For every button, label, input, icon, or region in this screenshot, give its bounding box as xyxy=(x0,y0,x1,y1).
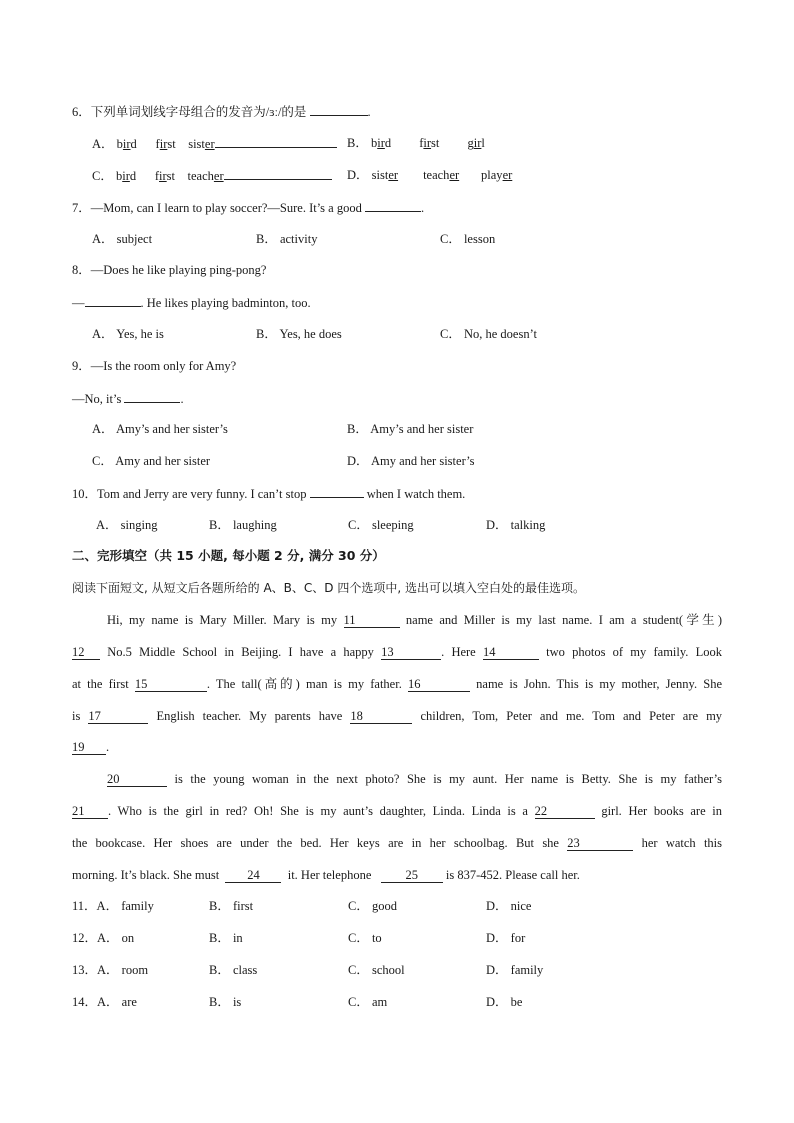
question-9-stem: 9．—Is the room only for Amy? xyxy=(72,359,237,373)
answer-14-option-c: C． am xyxy=(348,995,388,1009)
blank-19: 19 xyxy=(72,740,106,755)
passage-line: is 17 English teacher. My parents have 18 children, Tom, Peter and me. Tom and Peter are my xyxy=(72,709,723,723)
passage-line: 12 No.5 Middle School in Beijing. I have a happy 13 . Here 14 two photos of my family. Look xyxy=(72,645,723,659)
answer-row-13: 13．A． room xyxy=(72,963,149,977)
question-6-option-b: B． bird first girl xyxy=(347,136,485,150)
blank-11: 11 xyxy=(344,613,400,628)
answer-14-option-d: D． be xyxy=(486,995,523,1009)
blank-20: 20 xyxy=(107,772,167,787)
passage-line: the bookcase. Her shoes are under the bed. Her keys are in her schoolbag. But she 23 her watch this xyxy=(72,836,723,850)
question-9-line2: —No, it’s . xyxy=(72,392,184,406)
blank-25: 25 xyxy=(381,868,443,883)
question-7-option-c: C． lesson xyxy=(440,232,496,246)
passage-line: 21 . Who is the girl in red? Oh! She is my aunt’s daughter, Linda. Linda is a 22 girl. Her books are in xyxy=(72,804,723,818)
passage-line: at the first 15 . The tall(高的) man is my father. 16 name is John. This is my mother, Jenny. She xyxy=(72,677,723,691)
answer-14-option-b: B． is xyxy=(209,995,242,1009)
question-10-option-b: B． laughing xyxy=(209,518,277,532)
question-9-option-b: B． Amy’s and her sister xyxy=(347,422,474,436)
answer-13-option-b: B． class xyxy=(209,963,258,977)
answer-12-option-d: D． for xyxy=(486,931,526,945)
question-10-option-a: A． singing xyxy=(96,518,158,532)
blank-24: 24 xyxy=(225,868,281,883)
section-2-instruction: 阅读下面短文, 从短文后各题所给的 A、B、C、D 四个选项中, 选出可以填入空白处的最佳选项。 xyxy=(72,581,585,595)
question-6-option-c: C． bird first teacher xyxy=(92,167,332,184)
question-9-option-d: D． Amy and her sister’s xyxy=(347,454,475,468)
question-9-option-c: C． Amy and her sister xyxy=(92,454,211,468)
passage-line: 20 is the young woman in the next photo? She is my aunt. Her name is Betty. She is my father’s xyxy=(107,772,722,786)
answer-row-11: 11．A． family xyxy=(72,899,154,913)
blank-17: 17 xyxy=(88,709,148,724)
question-8-option-b: B． Yes, he does xyxy=(256,327,342,341)
question-8-option-c: C． No, he doesn’t xyxy=(440,327,537,341)
answer-blank xyxy=(310,103,368,116)
passage-line: 19 . xyxy=(72,740,110,754)
blank-14: 14 xyxy=(483,645,539,660)
answer-12-option-c: C． to xyxy=(348,931,382,945)
question-6-option-d: D． sister teacher player xyxy=(347,168,513,182)
answer-13-option-c: C． school xyxy=(348,963,405,977)
question-8-option-a: A． Yes, he is xyxy=(92,327,164,341)
blank-18: 18 xyxy=(350,709,412,724)
question-8-line2: — . He likes playing badminton, too. xyxy=(72,296,311,310)
answer-12-option-b: B． in xyxy=(209,931,243,945)
question-8-stem: 8．—Does he like playing ping-pong? xyxy=(72,263,267,277)
question-7-option-b: B． activity xyxy=(256,232,318,246)
answer-11-option-d: D． nice xyxy=(486,899,532,913)
question-7-option-a: A． subject xyxy=(92,232,153,246)
question-10-option-c: C． sleeping xyxy=(348,518,414,532)
passage-line: morning. It’s black. She must 24 it. Her telephone 25 is 837-452. Please call her. xyxy=(72,868,580,882)
blank-21: 21 xyxy=(72,804,108,819)
answer-row-14: 14．A． are xyxy=(72,995,137,1009)
question-10-option-d: D． talking xyxy=(486,518,546,532)
passage-line: Hi, my name is Mary Miller. Mary is my 11 name and Miller is my last name. I am a student(学生) xyxy=(107,613,723,627)
answer-11-option-c: C． good xyxy=(348,899,397,913)
section-2-title: 二、完形填空（共 15 小题, 每小题 2 分, 满分 30 分） xyxy=(72,548,385,563)
blank-15: 15 xyxy=(135,677,207,692)
answer-11-option-b: B． first xyxy=(209,899,254,913)
question-7-stem: 7．—Mom, can I learn to play soccer?—Sure. It’s a good . xyxy=(72,201,425,215)
question-6-option-a: A． bird first sister xyxy=(92,135,337,152)
question-10-stem: 10．Tom and Jerry are very funny. I can’t stop when I watch them. xyxy=(72,487,466,501)
blank-13: 13 xyxy=(381,645,441,660)
answer-13-option-d: D． family xyxy=(486,963,544,977)
blank-12: 12 xyxy=(72,645,100,660)
blank-22: 22 xyxy=(535,804,595,819)
question-9-option-a: A． Amy’s and her sister’s xyxy=(92,422,228,436)
question-6-stem: 6．下列单词划线字母组合的发音为/ɜː/的是 . xyxy=(72,105,371,119)
answer-row-12: 12．A． on xyxy=(72,931,135,945)
blank-16: 16 xyxy=(408,677,470,692)
blank-23: 23 xyxy=(567,836,633,851)
